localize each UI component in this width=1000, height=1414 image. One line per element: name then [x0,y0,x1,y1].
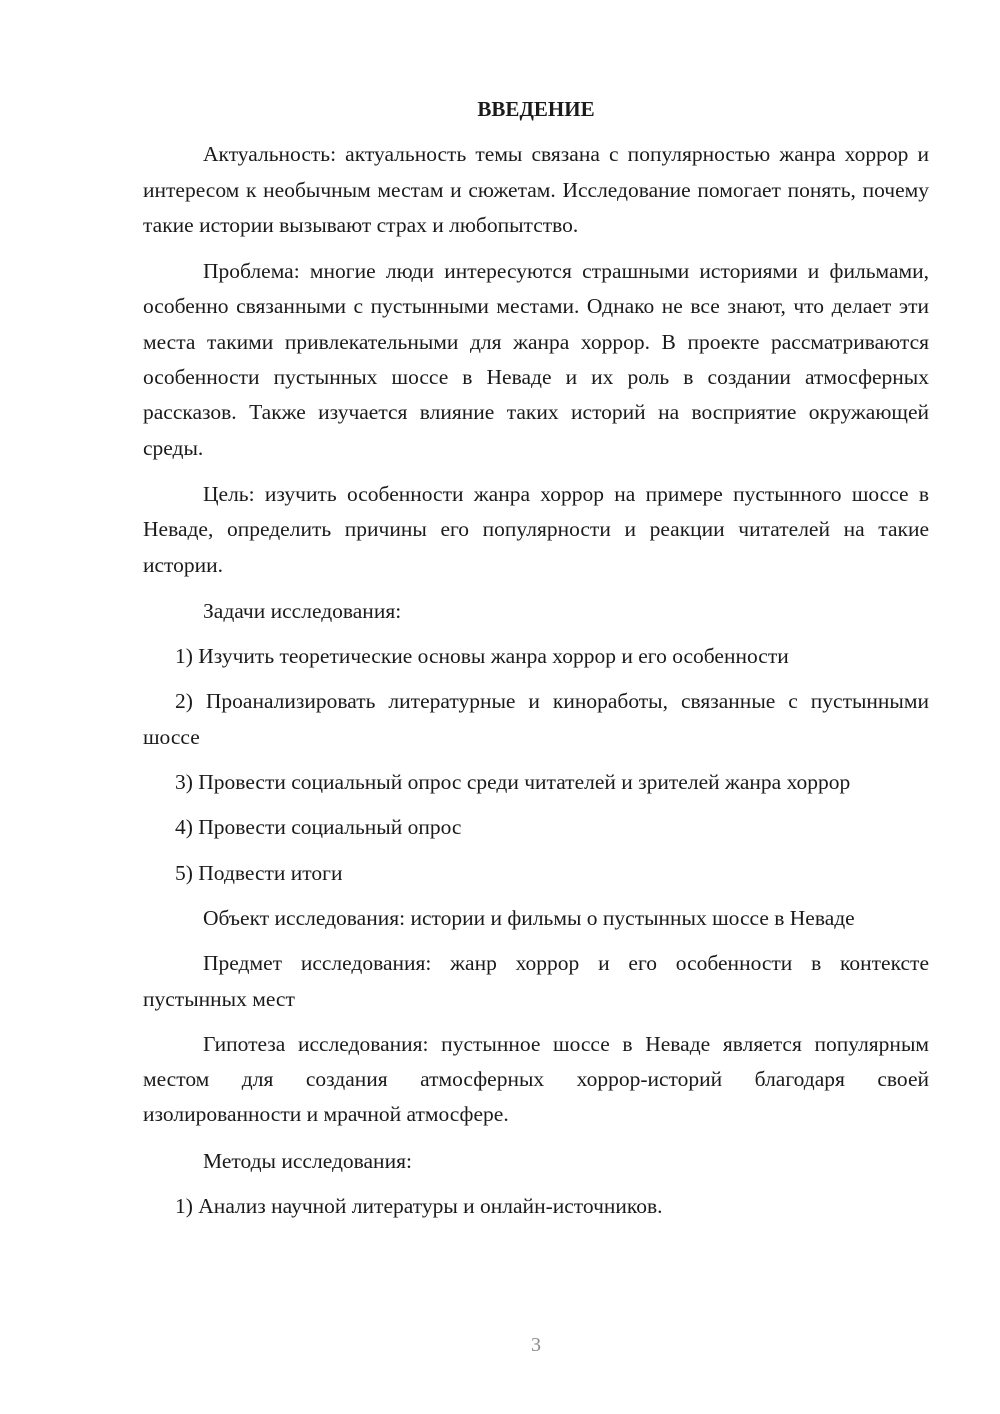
page-content [143,92,929,1224]
task-item-5: 5) Подвести итоги [175,860,343,885]
object-paragraph: Объект исследования: истории и фильмы о пустынных шоссе в Неваде [203,905,855,930]
page-title: ВВЕДЕНИЕ [477,97,595,121]
task-item-4: 4) Провести социальный опрос [175,815,462,840]
task-item-2: 2) Проанализировать литературные и киноработы, связанные с пустынными шоссе [143,689,929,749]
subject-paragraph: Предмет исследования: жанр хоррор и его особенности в контексте пустынных мест [143,951,929,1011]
task-item-3: 3) Провести социальный опрос среди читателей и зрителей жанра хоррор [175,770,851,795]
methods-heading: Методы исследования: [203,1148,412,1173]
tasks-heading: Задачи исследования: [203,598,402,623]
task-item-1: 1) Изучить теоретические основы жанра хоррор и его особенности [175,644,789,669]
hypothesis-paragraph: Гипотеза исследования: пустынное шоссе в Неваде является популярным местом для создания атмосферных хоррор-историй благодаря своей изолированности и мрачной атмосфере. [143,1031,929,1127]
relevance-paragraph: Актуальность: актуальность темы связана с популярностью жанра хоррор и интересом к необычным местам и сюжетам. Исследование помогает понять, почему такие истории вызывают страх и любопытство. [143,142,929,237]
methods-list [143,1189,929,1224]
page-number: 3 [531,1334,541,1356]
goal-paragraph: Цель: изучить особенности жанра хоррор на примере пустынного шоссе в Неваде, определить причины его популярности и реакции читателей на такие истории. [143,481,929,577]
method-item-1: 1) Анализ научной литературы и онлайн-источников. [175,1194,663,1219]
tasks-list [143,639,929,891]
problem-paragraph: Проблема: многие люди интересуются страшными историями и фильмами, особенно связанными с пустынными местами. Однако не все знают, что делает эти места такими привлекательными для жанра хоррор. В проекте рассматриваются особенности пустынных шоссе в Неваде и их роль в создании атмосферных рассказов. Также изучается влияние таких историй на восприятие окружающей среды. [143,259,929,460]
